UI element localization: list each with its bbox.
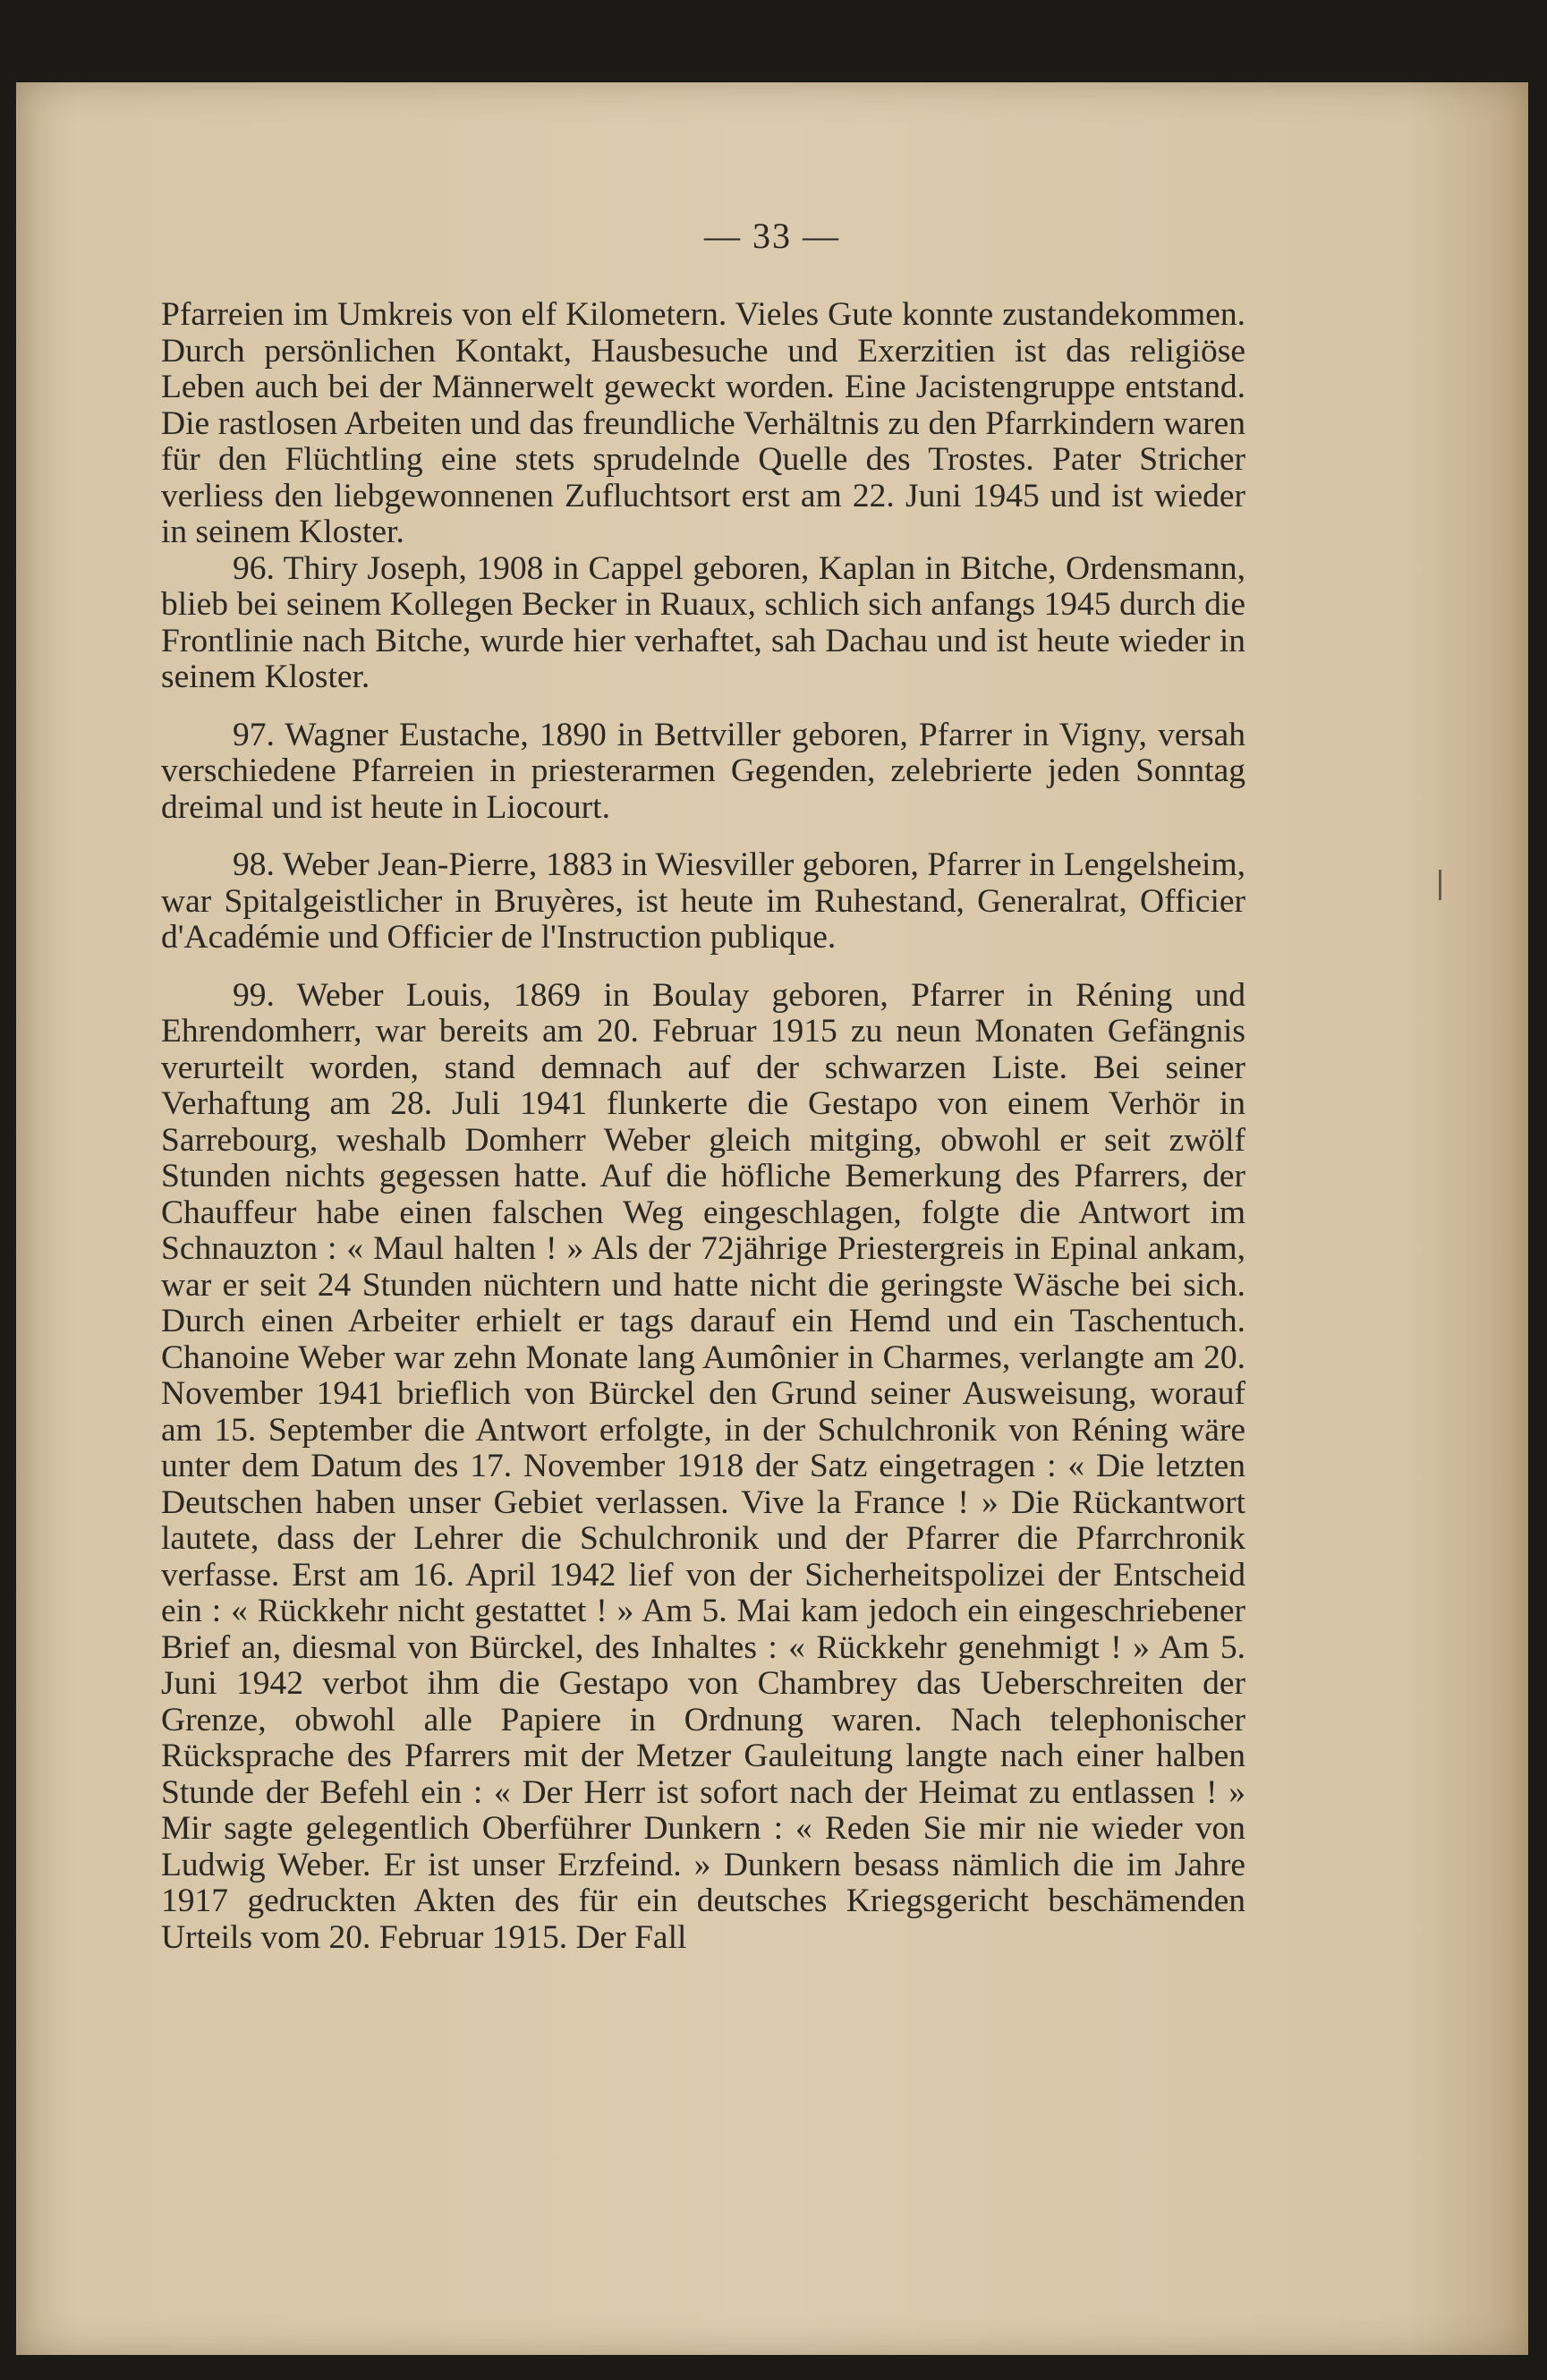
paragraph-99-weber-louis: 99. Weber Louis, 1869 in Boulay geboren, Pfarrer in Réning und Ehrendomherr, war bereits am 20. Februar 1915 zu neun Monaten Gefängnis verurteilt worden, stand demnach auf der schwarzen Liste. Bei seiner Verhaftung am 28. Juli 1941 flunkerte die Gestapo von einem Verhör in Sarrebourg, weshalb Domherr Weber gleich mitging, obwohl er seit zwölf Stunden nichts gegessen hatte. Auf die höfliche Bemerkung des Pfarrers, der Chauffeur habe einen falschen Weg eingeschlagen, folgte die Antwort im Schnauzton : « Maul halten ! » Als der 72jährige Priestergreis in Epinal ankam, war er seit 24 Stunden nüchtern und hatte nicht die geringste Wäsche bei sich. Durch einen Arbeiter erhielt er tags darauf ein Hemd und ein Taschentuch. Chanoine Weber war zehn Monate lang Aumônier in Charmes, verlangte am 20. November 1941 brieflich von Bürckel den Grund seiner Ausweisung, worauf am 15. September die Antwort erfolgte, in der Schulchronik von Réning wäre unter dem Datum des 17. November 1918 der Satz eingetragen : « Die letzten Deutschen haben unser Gebiet verlassen. Vive la France ! » Die Rückantwort lautete, dass der Lehrer die Schulchronik und der Pfarrer die Pfarrchronik verfasse. Erst am 16. April 1942 lief von der Sicherheitspolizei der Entscheid ein : « Rückkehr nicht gestattet ! » Am 5. Mai kam jedoch ein eingeschriebener Brief an, diesmal von Bürckel, des Inhaltes : « Rückkehr genehmigt ! » Am 5. Juni 1942 verbot ihm die Gestapo von Chambrey das Ueberschreiten der Grenze, obwohl alle Papiere in Ordnung waren. Nach telephonischer Rücksprache des Pfarrers mit der Metzer Gauleitung langte nach einer halben Stunde der Befehl ein : « Der Herr ist sofort nach der Heimat zu entlassen ! » Mir sagte gelegentlich Oberführer Dunkern : « Reden Sie mir nie wieder von Ludwig Weber. Er ist unser Erzfeind. » Dunkern besass nämlich die im Jahre 1917 gedruckten Akten des für ein deutsches Kriegsgericht beschämenden Urteils vom 20. Februar 1915. Der Fall [161,976,1245,1956]
paragraph-stricher-continued: Pfarreien im Umkreis von elf Kilometern. Vieles Gute konnte zustandekommen. Durch persönlichen Kontakt, Hausbesuche und Exerzitien ist das religiöse Leben auch bei der Männerwelt geweckt worden. Eine Jacistengruppe entstand. Die rastlosen Arbeiten und das freundliche Verhältnis zu den Pfarrkindern waren für den Flüchtling eine stets sprudelnde Quelle des Trostes. Pater Stricher verliess den liebgewonnenen Zufluchtsort erst am 22. Juni 1945 und ist wieder in seinem Kloster. [161,296,1245,550]
paragraph-97-wagner: 97. Wagner Eustache, 1890 in Bettviller geboren, Pfarrer in Vigny, versah verschiedene Pfarreien in priesterarmen Gegenden, zelebrierte jeden Sonntag dreimal und ist heute in Liocourt. [161,716,1245,826]
margin-mark [1439,870,1441,900]
book-page [16,82,1528,2355]
page-number: — 33 — [704,216,840,256]
paragraph-98-weber-jean-pierre: 98. Weber Jean-Pierre, 1883 in Wiesviller geboren, Pfarrer in Lengelsheim, war Spitalgeistlicher in Bruyères, ist heute im Ruhestand, Generalrat, Officier d'Académie und Officier de l'Instruction publique. [161,846,1245,956]
body-text [161,297,1245,1956]
paragraph-96-thiry: 96. Thiry Joseph, 1908 in Cappel geboren, Kaplan in Bitche, Ordensmann, blieb bei seinem Kollegen Becker in Ruaux, schlich sich anfangs 1945 durch die Frontlinie nach Bitche, wurde hier verhaftet, sah Dachau und ist heute wieder in seinem Kloster. [161,549,1245,695]
